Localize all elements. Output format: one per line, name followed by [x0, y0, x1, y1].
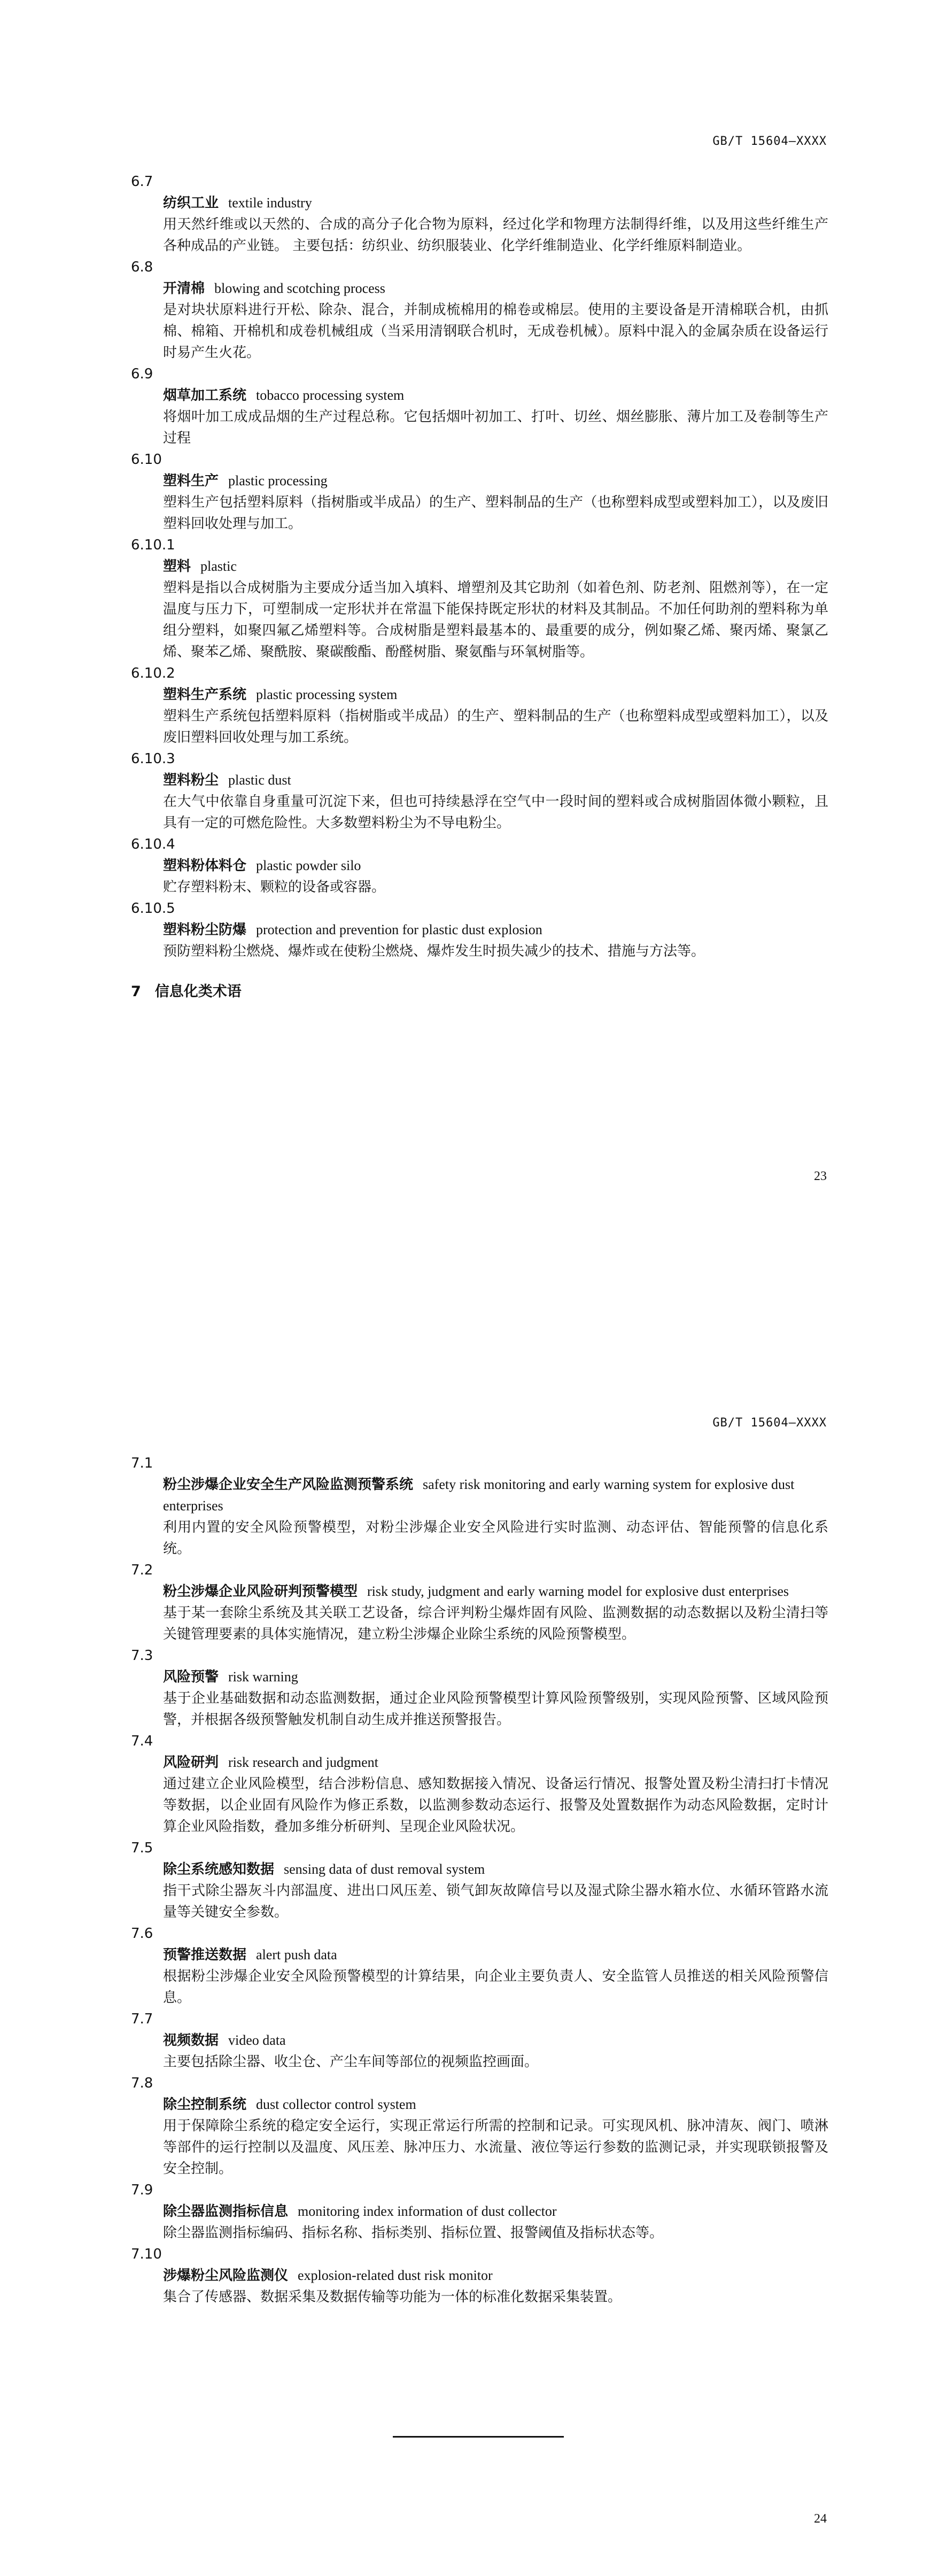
term-heading	[163, 1581, 828, 1602]
standard-code-header: GB/T 15604—XXXX	[712, 1416, 827, 1430]
clause-number: 6.7	[131, 174, 153, 190]
clause-number: 6.8	[131, 259, 153, 275]
term-entry	[131, 1453, 828, 1559]
end-of-document-rule	[393, 2436, 564, 2438]
term-heading	[163, 1666, 828, 1688]
term-english: protection and prevention for plastic dust explosion	[256, 922, 542, 937]
term-definition: 将烟叶加工成成品烟的生产过程总称。它包括烟叶初加工、打叶、切丝、烟丝膨胀、薄片加工及卷制等生产过程	[163, 409, 828, 446]
term-definition: 是对块状原料进行开松、除杂、混合，并制成梳棉用的棉卷或棉层。使用的主要设备是开清棉联合机，由抓棉、棉箱、开棉机和成卷机械组成（当采用清钢联合机时，无成卷机械）。原料中混入的金属杂质在设备运行时易产生火花。	[163, 302, 828, 361]
term-entry	[131, 1923, 828, 2008]
term-definition: 利用内置的安全风险预警模型，对粉尘涉爆企业安全风险进行实时监测、动态评估、智能预警的信息化系统。	[163, 1519, 828, 1557]
clause-number: 7.4	[131, 1733, 153, 1749]
term-heading	[163, 1944, 828, 1966]
term-english: textile industry	[228, 195, 312, 211]
term-entry	[131, 1731, 828, 1837]
term-definition: 基于某一套除尘系统及其关联工艺设备，综合评判粉尘爆炸固有风险、监测数据的动态数据以及粉尘清扫等关键管理要素的具体实施情况，建立粉尘涉爆企业除尘系统的风险预警模型。	[163, 1605, 828, 1642]
term-definition: 根据粉尘涉爆企业安全风险预警模型的计算结果，向企业主要负责人、安全监管人员推送的相关风险预警信息。	[163, 1968, 828, 2006]
term-english: tobacco processing system	[256, 387, 405, 403]
term-heading	[163, 385, 828, 406]
term-chinese: 纺织工业	[163, 195, 219, 211]
term-heading	[163, 2094, 828, 2115]
term-heading	[163, 684, 828, 705]
page-content	[131, 1453, 828, 2308]
clause-number: 7.10	[131, 2246, 162, 2262]
clause-number: 7.5	[131, 1840, 153, 1856]
standard-code-header: GB/T 15604—XXXX	[712, 135, 827, 148]
clause-number: 6.10.4	[131, 836, 175, 852]
clause-number: 7.9	[131, 2182, 153, 2198]
term-english: blowing and scotching process	[214, 281, 385, 296]
term-entry	[131, 2244, 828, 2308]
term-heading	[163, 278, 828, 299]
term-chinese: 塑料生产系统	[163, 687, 247, 703]
clause-number: 7.2	[131, 1562, 153, 1578]
term-definition: 集合了传感器、数据采集及数据传输等功能为一体的标准化数据采集装置。	[163, 2289, 622, 2305]
term-definition: 除尘器监测指标编码、指标名称、指标类别、指标位置、报警阈值及指标状态等。	[163, 2225, 664, 2241]
term-chinese: 塑料生产	[163, 473, 219, 489]
term-entry	[131, 834, 828, 898]
term-definition: 塑料是指以合成树脂为主要成分适当加入填料、增塑剂及其它助剂（如着色剂、防老剂、阻燃剂等），在一定温度与压力下，可塑制成一定形状并在常温下能保持既定形状的材料及其制品。不加任何助剂的塑料称为单组分塑料，如聚四氟乙烯塑料等。合成树脂是塑料最基本的、最重要的成分，例如聚乙烯、聚丙烯、聚氯乙烯、聚苯乙烯、聚酰胺、聚碳酸酯、酚醛树脂、聚氨酯与环氧树脂等。	[163, 580, 828, 660]
term-entry	[131, 748, 828, 834]
term-definition: 指干式除尘器灰斗内部温度、进出口风压差、锁气卸灰故障信号以及湿式除尘器水箱水位、水循环管路水流量等关键安全参数。	[163, 1883, 828, 1920]
term-definition: 用天然纤维或以天然的、合成的高分子化合物为原料，经过化学和物理方法制得纤维，以及用这些纤维生产各种成品的产业链。 主要包括：纺织业、纺织服装业、化学纤维制造业、化学纤维原料制造业。	[163, 216, 828, 254]
term-english: plastic processing	[228, 473, 328, 488]
term-chinese: 除尘控制系统	[163, 2097, 247, 2113]
document-page-24	[0, 1288, 939, 2576]
term-heading	[163, 770, 828, 791]
term-heading	[163, 919, 828, 941]
clause-number: 6.10.5	[131, 901, 175, 917]
term-english: alert push data	[256, 1947, 337, 1962]
term-chinese: 塑料	[163, 558, 191, 575]
term-english: safety risk monitoring and early warning system for explosive dust enterprises	[163, 1477, 795, 1514]
clause-number: 7.8	[131, 2075, 153, 2091]
term-chinese: 涉爆粉尘风险监测仪	[163, 2268, 289, 2284]
term-definition: 基于企业基础数据和动态监测数据，通过企业风险预警模型计算风险预警级别，实现风险预警、区域风险预警，并根据各级预警触发机制自动生成并推送预警报告。	[163, 1690, 828, 1728]
term-english: video data	[228, 2032, 286, 2048]
term-heading	[163, 470, 828, 492]
term-heading	[163, 192, 828, 214]
term-heading	[163, 2030, 828, 2051]
term-heading	[163, 855, 828, 876]
term-chinese: 烟草加工系统	[163, 387, 247, 404]
term-chinese: 除尘系统感知数据	[163, 1861, 275, 1877]
term-english: plastic dust	[228, 772, 291, 788]
term-heading	[163, 556, 828, 577]
term-heading	[163, 2265, 828, 2286]
term-chinese: 预警推送数据	[163, 1947, 247, 1963]
term-chinese: 开清棉	[163, 281, 205, 297]
term-entry	[131, 663, 828, 748]
term-entry	[131, 257, 828, 363]
clause-number: 7.3	[131, 1648, 153, 1664]
clause-number: 6.10.2	[131, 665, 175, 681]
term-definition: 贮存塑料粉末、颗粒的设备或容器。	[163, 879, 386, 895]
term-english: risk study, judgment and early warning model for explosive dust enterprises	[367, 1584, 789, 1599]
clause-number: 6.9	[131, 366, 153, 382]
page-number: 23	[814, 1169, 827, 1183]
term-heading	[163, 1752, 828, 1773]
term-chinese: 风险研判	[163, 1755, 219, 1771]
term-chinese: 风险预警	[163, 1669, 219, 1685]
term-chinese: 视频数据	[163, 2032, 219, 2049]
term-chinese: 塑料粉体料仓	[163, 858, 247, 874]
term-entry	[131, 898, 828, 962]
term-entry	[131, 1559, 828, 1645]
term-chinese: 塑料粉尘防爆	[163, 922, 247, 938]
term-english: explosion-related dust risk monitor	[298, 2268, 493, 2283]
term-english: monitoring index information of dust collector	[298, 2203, 557, 2219]
term-entry	[131, 363, 828, 449]
section-title: 信息化类术语	[154, 983, 242, 1000]
clause-number: 7.6	[131, 1926, 153, 1942]
term-english: sensing data of dust removal system	[284, 1861, 485, 1877]
term-entry	[131, 2008, 828, 2073]
clause-number: 7.1	[131, 1455, 153, 1471]
term-english: risk warning	[228, 1669, 298, 1685]
term-entry	[131, 2073, 828, 2179]
term-definition: 在大气中依靠自身重量可沉淀下来，但也可持续悬浮在空气中一段时间的塑料或合成树脂固体微小颗粒，且具有一定的可燃危险性。大多数塑料粉尘为不导电粉尘。	[163, 794, 828, 831]
term-english: plastic processing system	[256, 687, 398, 702]
term-english: risk research and judgment	[228, 1755, 378, 1770]
term-chinese: 塑料粉尘	[163, 772, 219, 788]
section-number: 7	[131, 983, 141, 1000]
term-english: plastic powder silo	[256, 858, 361, 873]
term-chinese: 粉尘涉爆企业安全生产风险监测预警系统	[163, 1477, 414, 1493]
term-chinese: 除尘器监测指标信息	[163, 2203, 289, 2220]
term-definition: 预防塑料粉尘燃烧、爆炸或在使粉尘燃烧、爆炸发生时损失减少的技术、措施与方法等。	[163, 943, 705, 959]
term-entry	[131, 449, 828, 534]
term-definition: 塑料生产系统包括塑料原料（指树脂或半成品）的生产、塑料制品的生产（也称塑料成型或塑料加工），以及废旧塑料回收处理与加工系统。	[163, 708, 828, 746]
term-heading	[163, 1474, 828, 1517]
term-english: dust collector control system	[256, 2097, 416, 2112]
term-definition: 主要包括除尘器、收尘仓、产尘车间等部位的视频监控画面。	[163, 2054, 539, 2070]
term-definition: 通过建立企业风险模型，结合涉粉信息、感知数据接入情况、设备运行情况、报警处置及粉尘清扫打卡情况等数据，以企业固有风险作为修正系数，以监测参数动态运行、报警及处置数据作为动态风险数据，定时计算企业风险指数，叠加多维分析研判、呈现企业风险状况。	[163, 1776, 828, 1835]
clause-number: 7.7	[131, 2011, 153, 2027]
term-heading	[163, 2201, 828, 2222]
term-chinese: 粉尘涉爆企业风险研判预警模型	[163, 1584, 358, 1600]
term-definition: 用于保障除尘系统的稳定安全运行，实现正常运行所需的控制和记录。可实现风机、脉冲清灰、阀门、喷淋等部件的运行控制以及温度、风压差、脉冲压力、水流量、液位等运行参数的监测记录，并实现联锁报警及安全控制。	[163, 2118, 828, 2177]
clause-number: 6.10.3	[131, 751, 175, 767]
term-heading	[163, 1859, 828, 1880]
term-english: plastic	[200, 558, 237, 574]
term-entry	[131, 2179, 828, 2244]
term-definition: 塑料生产包括塑料原料（指树脂或半成品）的生产、塑料制品的生产（也称塑料成型或塑料加工），以及废旧塑料回收处理与加工。	[163, 494, 828, 532]
page-content	[131, 171, 828, 1003]
section-heading	[131, 981, 828, 1003]
term-entry	[131, 534, 828, 663]
clause-number: 6.10.1	[131, 537, 175, 553]
term-entry	[131, 1645, 828, 1731]
term-entry	[131, 1837, 828, 1923]
term-entry	[131, 171, 828, 257]
page-number: 24	[814, 2512, 827, 2526]
clause-number: 6.10	[131, 452, 162, 468]
